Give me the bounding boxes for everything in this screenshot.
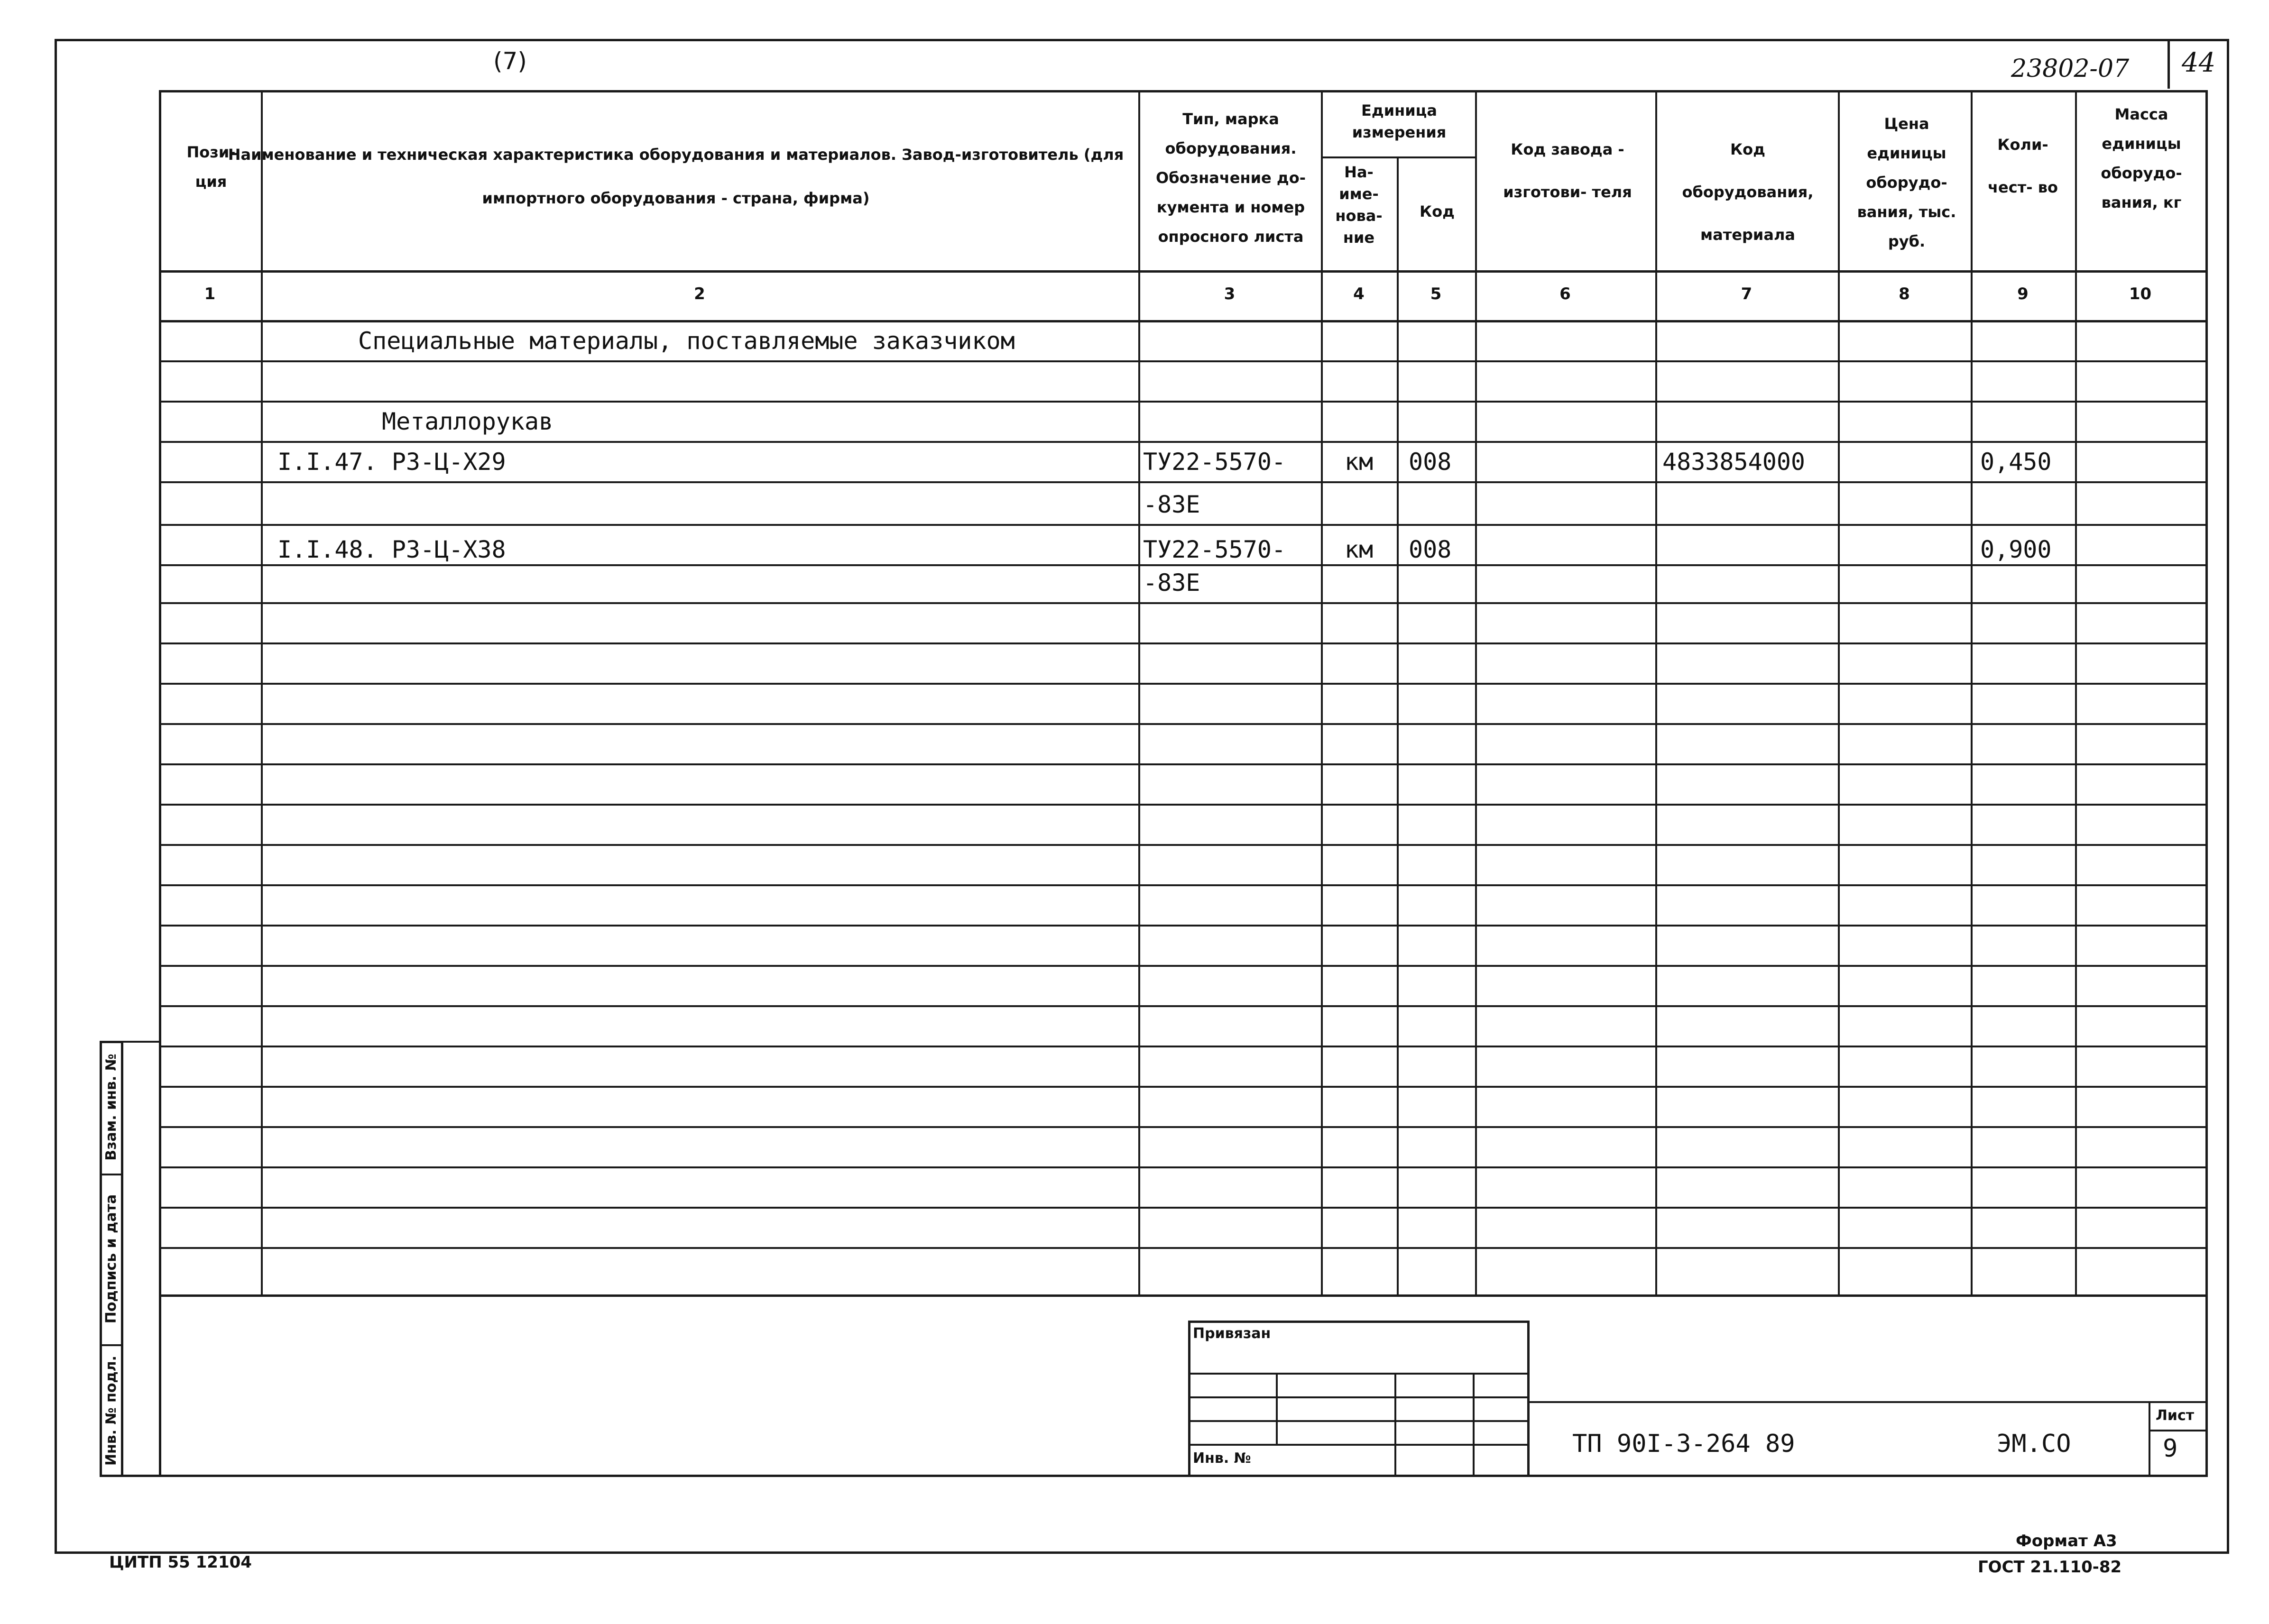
- header-name: Наименование и техническая характеристика оборудования и материалов. Завод-изготовитель (для импортного оборудования - страна, фирма): [228, 146, 1124, 207]
- row-quantity: 0,900: [1980, 536, 2052, 563]
- header-unit-name: На- име- нова- ние: [1335, 163, 1383, 247]
- bottom-block-right: [2205, 1297, 2208, 1477]
- col-sep: [1321, 90, 1323, 1297]
- group-title: Металлорукав: [382, 408, 553, 435]
- row-quantity: 0,450: [1980, 448, 2052, 476]
- handwritten-code: 23802-07: [2011, 55, 2130, 83]
- table-rule: [159, 1166, 2208, 1168]
- col-sep: [1655, 90, 1657, 1297]
- table-rule: [159, 804, 2208, 806]
- table-rule: [159, 524, 2208, 526]
- sheet-number: 9: [2163, 1434, 2178, 1463]
- bottom-block-left: [159, 1297, 161, 1477]
- outer-frame-right: [2227, 39, 2229, 1554]
- table-rule: [159, 481, 2208, 483]
- table-rule: [159, 564, 2208, 566]
- table-rule: [159, 1126, 2208, 1128]
- column-number: 5: [1430, 284, 1442, 303]
- table-rule: [159, 1247, 2208, 1249]
- row-type-doc-cont: -83Е: [1143, 569, 1200, 596]
- col-sep: [1475, 90, 1477, 1297]
- outer-frame-bottom: [55, 1551, 2229, 1554]
- column-number: 1: [204, 284, 216, 303]
- table-rule: [159, 642, 2208, 644]
- table-rule: [159, 723, 2208, 725]
- side-label-orig-inv: Инв. № подл.: [103, 1355, 120, 1466]
- corner-divider: [2168, 39, 2170, 89]
- privyazan-vline: [1276, 1373, 1278, 1444]
- header-mass: Масса единицы оборудо- вания, кг: [2101, 105, 2182, 211]
- sheet-mark: (7): [493, 47, 527, 75]
- column-number: 6: [1559, 284, 1571, 303]
- unit-subheader-line: [1321, 156, 1475, 158]
- row-equipment-code: 4833854000: [1662, 448, 1806, 476]
- table-rule: [159, 925, 2208, 927]
- privyazan-line: [1188, 1444, 1530, 1446]
- side-label-replace-inv: Взам. инв. №: [103, 1054, 120, 1161]
- table-rule: [159, 1207, 2208, 1209]
- column-number: 9: [2017, 284, 2029, 303]
- side-strip-divider: [100, 1174, 123, 1175]
- bottom-block-bottom: [100, 1475, 2208, 1477]
- header-quantity: Коли- чест- во: [1988, 136, 2058, 196]
- footer-gost: ГОСТ 21.110-82: [1978, 1558, 2122, 1577]
- row-unit-code: 008: [1409, 448, 1452, 476]
- table-rule: [159, 1086, 2208, 1088]
- header-unit-code: Код: [1420, 202, 1455, 220]
- privyazan-line: [1188, 1420, 1530, 1422]
- row-unit: км: [1344, 448, 1374, 476]
- footer-tsitp: ЦИТП 55 12104: [109, 1553, 252, 1572]
- table-top-border: [159, 90, 2208, 92]
- sheet-label: Лист: [2156, 1407, 2195, 1424]
- privyazan-line: [1188, 1396, 1530, 1398]
- side-strip-right: [123, 1041, 159, 1043]
- side-label-signature-date: Подпись и дата: [103, 1194, 120, 1324]
- column-number: 4: [1353, 284, 1365, 303]
- privyazan-label: Привязан: [1193, 1325, 1271, 1342]
- row-type-doc: ТУ22-5570-: [1143, 536, 1286, 563]
- privyazan-vline: [1394, 1373, 1396, 1477]
- row-name: I.I.47. РЗ-Ц-Х29: [277, 448, 506, 476]
- outer-frame-left: [55, 39, 57, 1554]
- header-equipment-code: Код оборудования, материала: [1682, 140, 1814, 244]
- table-rule: [159, 401, 2208, 403]
- inv-no-label: Инв. №: [1193, 1450, 1251, 1467]
- number-row-bottom-border: [159, 320, 2208, 322]
- header-price: Цена единицы оборудо- вания, тыс. руб.: [1857, 115, 1956, 250]
- table-rule: [159, 763, 2208, 765]
- row-type-doc: ТУ22-5570-: [1143, 448, 1286, 476]
- column-number: 7: [1741, 284, 1752, 303]
- privyazan-vline: [1473, 1373, 1475, 1477]
- table-rule: [159, 683, 2208, 685]
- header-position: Пози- ция: [186, 143, 236, 191]
- table-rule: [159, 884, 2208, 886]
- row-unit: км: [1344, 536, 1374, 563]
- sheet-box-left: [2149, 1401, 2150, 1477]
- footer-format: Формат А3: [2016, 1532, 2117, 1551]
- col-sep: [2075, 90, 2077, 1297]
- table-bottom-border: [159, 1294, 2208, 1297]
- specification-table: [159, 90, 2208, 1297]
- table-rule: [159, 1046, 2208, 1047]
- drawing-code: ЭМ.СО: [1997, 1430, 2071, 1458]
- header-type: Тип, марка оборудования. Обозначение до- кумента и номер опросного листа: [1156, 110, 1306, 246]
- header-bottom-border: [159, 270, 2208, 273]
- column-number: 3: [1224, 284, 1236, 303]
- title-block-top: [1530, 1401, 2208, 1403]
- sheet-box-divider: [2149, 1430, 2208, 1431]
- header-plant-code: Код завода - изготови- теля: [1503, 140, 1632, 201]
- table-rule: [159, 602, 2208, 604]
- row-name: I.I.48. РЗ-Ц-Х38: [277, 536, 506, 563]
- table-rule: [159, 844, 2208, 846]
- col-sep: [261, 90, 263, 1297]
- privyazan-line: [1188, 1373, 1530, 1375]
- column-number: 8: [1899, 284, 1910, 303]
- project-designation: ТП 90I-3-264 89: [1572, 1430, 1795, 1458]
- col-sep: [1838, 90, 1840, 1297]
- col-sep: [1971, 90, 1973, 1297]
- table-rule: [159, 965, 2208, 967]
- table-rule: [159, 1005, 2208, 1007]
- outer-frame-top: [55, 39, 2229, 41]
- header-unit: Единица измерения: [1352, 101, 1447, 141]
- column-number: 2: [694, 284, 705, 303]
- row-unit-code: 008: [1409, 536, 1452, 563]
- table-rule: [159, 360, 2208, 362]
- row-type-doc-cont: -83Е: [1143, 491, 1200, 518]
- col-sep: [1138, 90, 1140, 1297]
- corner-page-number: 44: [2182, 47, 2216, 78]
- table-rule: [159, 441, 2208, 443]
- section-title: Специальные материалы, поставляемые заказчиком: [358, 327, 1015, 355]
- column-number: 10: [2129, 284, 2152, 303]
